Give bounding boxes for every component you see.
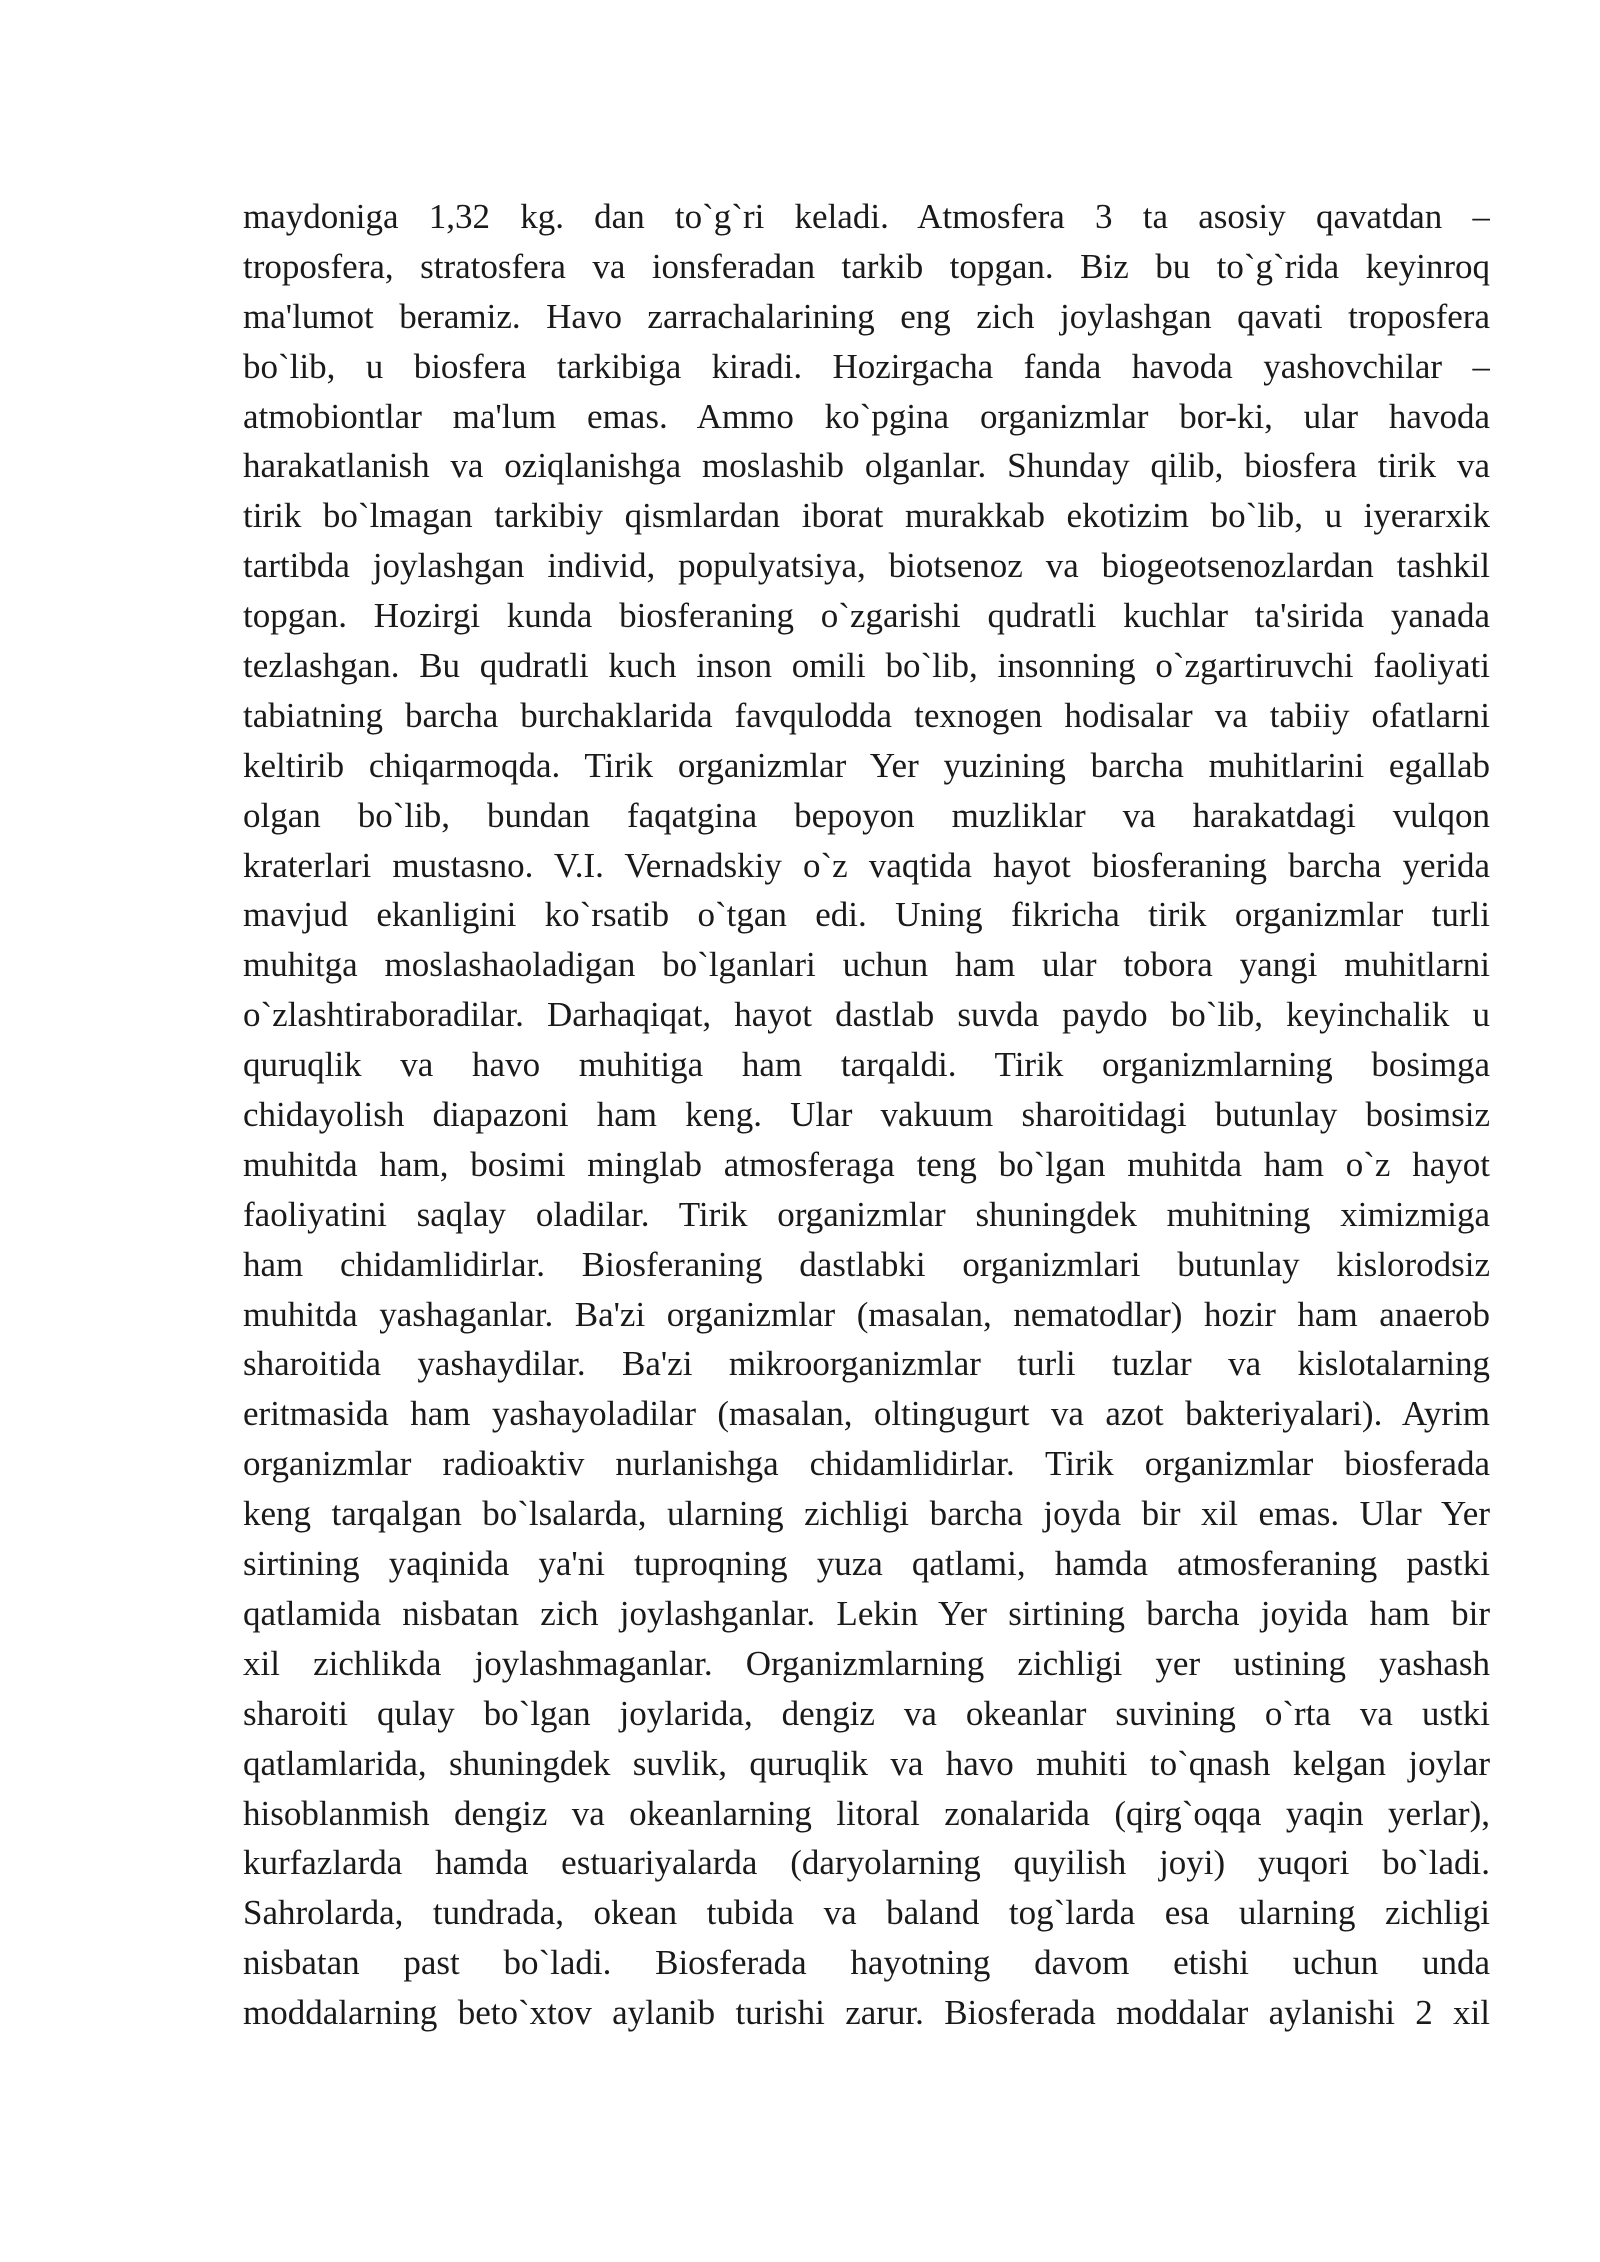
text-line: sharoiti qulay bo`lgan joylarida, dengiz va okeanlar suvining o`rta va ustki (243, 1693, 1490, 1733)
text-line: topgan. Hozirgi kunda biosferaning o`zgarishi qudratli kuchlar ta'sirida yanada (243, 596, 1490, 636)
text-line: tabiatning barcha burchaklarida favqulodda texnogen hodisalar va tabiiy ofatlarni (243, 695, 1490, 735)
text-line: qatlamida nisbatan zich joylashganlar. Lekin Yer sirtining barcha joyida ham bir (243, 1593, 1490, 1633)
text-line: faoliyatini saqlay oladilar. Tirik organizmlar shuningdek muhitning ximizmiga (243, 1194, 1490, 1234)
text-line: xil zichlikda joylashmaganlar. Organizmlarning zichligi yer ustining yashash (243, 1643, 1490, 1683)
text-line: quruqlik va havo muhitiga ham tarqaldi. Tirik organizmlarning bosimga (243, 1045, 1490, 1085)
text-line: ham chidamlidirlar. Biosferaning dastlabki organizmlari butunlay kislorodsiz (243, 1244, 1490, 1284)
text-line: olgan bo`lib, bundan faqatgina bepoyon muzliklar va harakatdagi vulqon (243, 795, 1490, 835)
text-line: muhitda yashaganlar. Ba'zi organizmlar (masalan, nematodlar) hozir ham anaerob (243, 1294, 1490, 1334)
text-line: o`zlashtiraboradilar. Darhaqiqat, hayot dastlab suvda paydo bo`lib, keyinchalik u (243, 995, 1490, 1035)
text-line: harakatlanish va oziqlanishga moslashib olganlar. Shunday qilib, biosfera tirik va (243, 446, 1490, 486)
text-line: organizmlar radioaktiv nurlanishga chidamlidirlar. Tirik organizmlar biosferada (243, 1444, 1490, 1484)
text-line: mavjud ekanligini ko`rsatib o`tgan edi. Uning fikricha tirik organizmlar turli (243, 895, 1490, 935)
text-line: hisoblanmish dengiz va okeanlarning litoral zonalarida (qirg`oqqa yaqin yerlar), (243, 1793, 1490, 1833)
text-line: keng tarqalgan bo`lsalarda, ularning zichligi barcha joyda bir xil emas. Ular Yer (243, 1494, 1490, 1534)
text-line: maydoniga 1,32 kg. dan to`g`ri keladi. Atmosfera 3 ta asosiy qavatdan – (243, 197, 1490, 236)
body-paragraph (243, 192, 1490, 2038)
text-line: keltirib chiqarmoqda. Tirik organizmlar Yer yuzining barcha muhitlarini egallab (243, 745, 1490, 785)
text-line: atmobiontlar ma'lum emas. Ammo ko`pgina organizmlar bor-ki, ular havoda (243, 396, 1490, 436)
text-line: bo`lib, u biosfera tarkibiga kiradi. Hozirgacha fanda havoda yashovchilar – (243, 346, 1490, 386)
text-line: tartibda joylashgan individ, populyatsiya, biotsenoz va biogeotsenozlardan tashkil (243, 546, 1490, 586)
text-line: eritmasida ham yashayoladilar (masalan, oltingugurt va azot bakteriyalari). Ayrim (243, 1394, 1490, 1434)
text-line: sirtining yaqinida ya'ni tuproqning yuza qatlami, hamda atmosferaning pastki (243, 1544, 1490, 1584)
text-line: sharoitida yashaydilar. Ba'zi mikroorganizmlar turli tuzlar va kislotalarning (243, 1344, 1490, 1384)
text-line: moddalarning beto`xtov aylanib turishi zarur. Biosferada moddalar aylanishi 2 xil (243, 1993, 1490, 2033)
text-line: kurfazlarda hamda estuariyalarda (daryolarning quyilish joyi) yuqori bo`ladi. (243, 1843, 1490, 1883)
text-line: muhitda ham, bosimi minglab atmosferaga teng bo`lgan muhitda ham o`z hayot (243, 1144, 1490, 1184)
text-line: tirik bo`lmagan tarkibiy qismlardan iborat murakkab ekotizim bo`lib, u iyerarxik (243, 496, 1490, 536)
text-line: tezlashgan. Bu qudratli kuch inson omili bo`lib, insonning o`zgartiruvchi faoliyati (243, 646, 1490, 686)
text-line: kraterlari mustasno. V.I. Vernadskiy o`z vaqtida hayot biosferaning barcha yerida (243, 845, 1490, 885)
text-line: muhitga moslashaoladigan bo`lganlari uchun ham ular tobora yangi muhitlarni (243, 945, 1490, 985)
text-line: Sahrolarda, tundrada, okean tubida va baland tog`larda esa ularning zichligi (243, 1893, 1490, 1933)
text-line: chidayolish diapazoni ham keng. Ular vakuum sharoitidagi butunlay bosimsiz (243, 1095, 1490, 1135)
text-line: qatlamlarida, shuningdek suvlik, quruqlik va havo muhiti to`qnash kelgan joylar (243, 1743, 1490, 1783)
text-line: ma'lumot beramiz. Havo zarrachalarining eng zich joylashgan qavati troposfera (243, 296, 1490, 336)
text-line: nisbatan past bo`ladi. Biosferada hayotning davom etishi uchun unda (243, 1943, 1490, 1983)
text-line: troposfera, stratosfera va ionsferadan tarkib topgan. Biz bu to`g`rida keyinroq (243, 246, 1490, 286)
